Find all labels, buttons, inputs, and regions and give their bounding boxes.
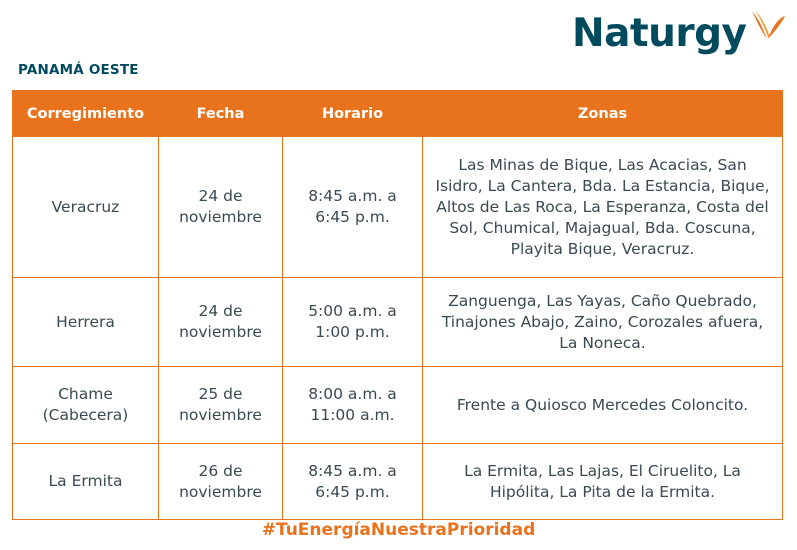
campaign-hashtag: #TuEnergíaNuestraPrioridad	[261, 520, 536, 540]
cell-fecha: 26 de noviembre	[159, 444, 283, 520]
header-fecha: Fecha	[159, 91, 283, 137]
cell-fecha: 25 de noviembre	[159, 367, 283, 444]
cell-zonas: Zanguenga, Las Yayas, Caño Quebrado, Tinajones Abajo, Zaino, Corozales afuera, La Noneca.	[423, 278, 783, 367]
cell-fecha: 24 de noviembre	[159, 278, 283, 367]
cell-corregimiento: Herrera	[13, 278, 159, 367]
schedule-table	[12, 90, 783, 520]
cell-horario: 8:45 a.m. a 6:45 p.m.	[283, 137, 423, 278]
cell-zonas: Las Minas de Bique, Las Acacias, San Isidro, La Cantera, Bda. La Estancia, Bique, Altos de Las Roca, La Esperanza, Costa del Sol, Chumical, Majagual, Bda. Coscuna, Playita Bique, Veracruz.	[423, 137, 783, 278]
butterfly-mark-icon	[748, 7, 788, 51]
table-row	[13, 137, 783, 278]
cell-horario: 8:45 a.m. a 6:45 p.m.	[283, 444, 423, 520]
cell-zonas: La Ermita, Las Lajas, El Ciruelito, La Hipólita, La Pita de la Ermita.	[423, 444, 783, 520]
table-row	[13, 278, 783, 367]
cell-corregimiento: Veracruz	[13, 137, 159, 278]
table-row	[13, 367, 783, 444]
cell-corregimiento: Chame (Cabecera)	[13, 367, 159, 444]
brand-wordmark: Naturgy	[572, 11, 747, 56]
cell-zonas: Frente a Quiosco Mercedes Coloncito.	[423, 367, 783, 444]
cell-horario: 5:00 a.m. a 1:00 p.m.	[283, 278, 423, 367]
table-header-row	[13, 91, 783, 137]
cell-corregimiento: La Ermita	[13, 444, 159, 520]
brand-logo	[572, 11, 788, 56]
cell-fecha: 24 de noviembre	[159, 137, 283, 278]
header-horario: Horario	[283, 91, 423, 137]
header-corregimiento: Corregimiento	[13, 91, 159, 137]
table-row	[13, 444, 783, 520]
cell-horario: 8:00 a.m. a 11:00 a.m.	[283, 367, 423, 444]
header-zonas: Zonas	[423, 91, 783, 137]
region-title: PANAMÁ OESTE	[18, 62, 139, 78]
